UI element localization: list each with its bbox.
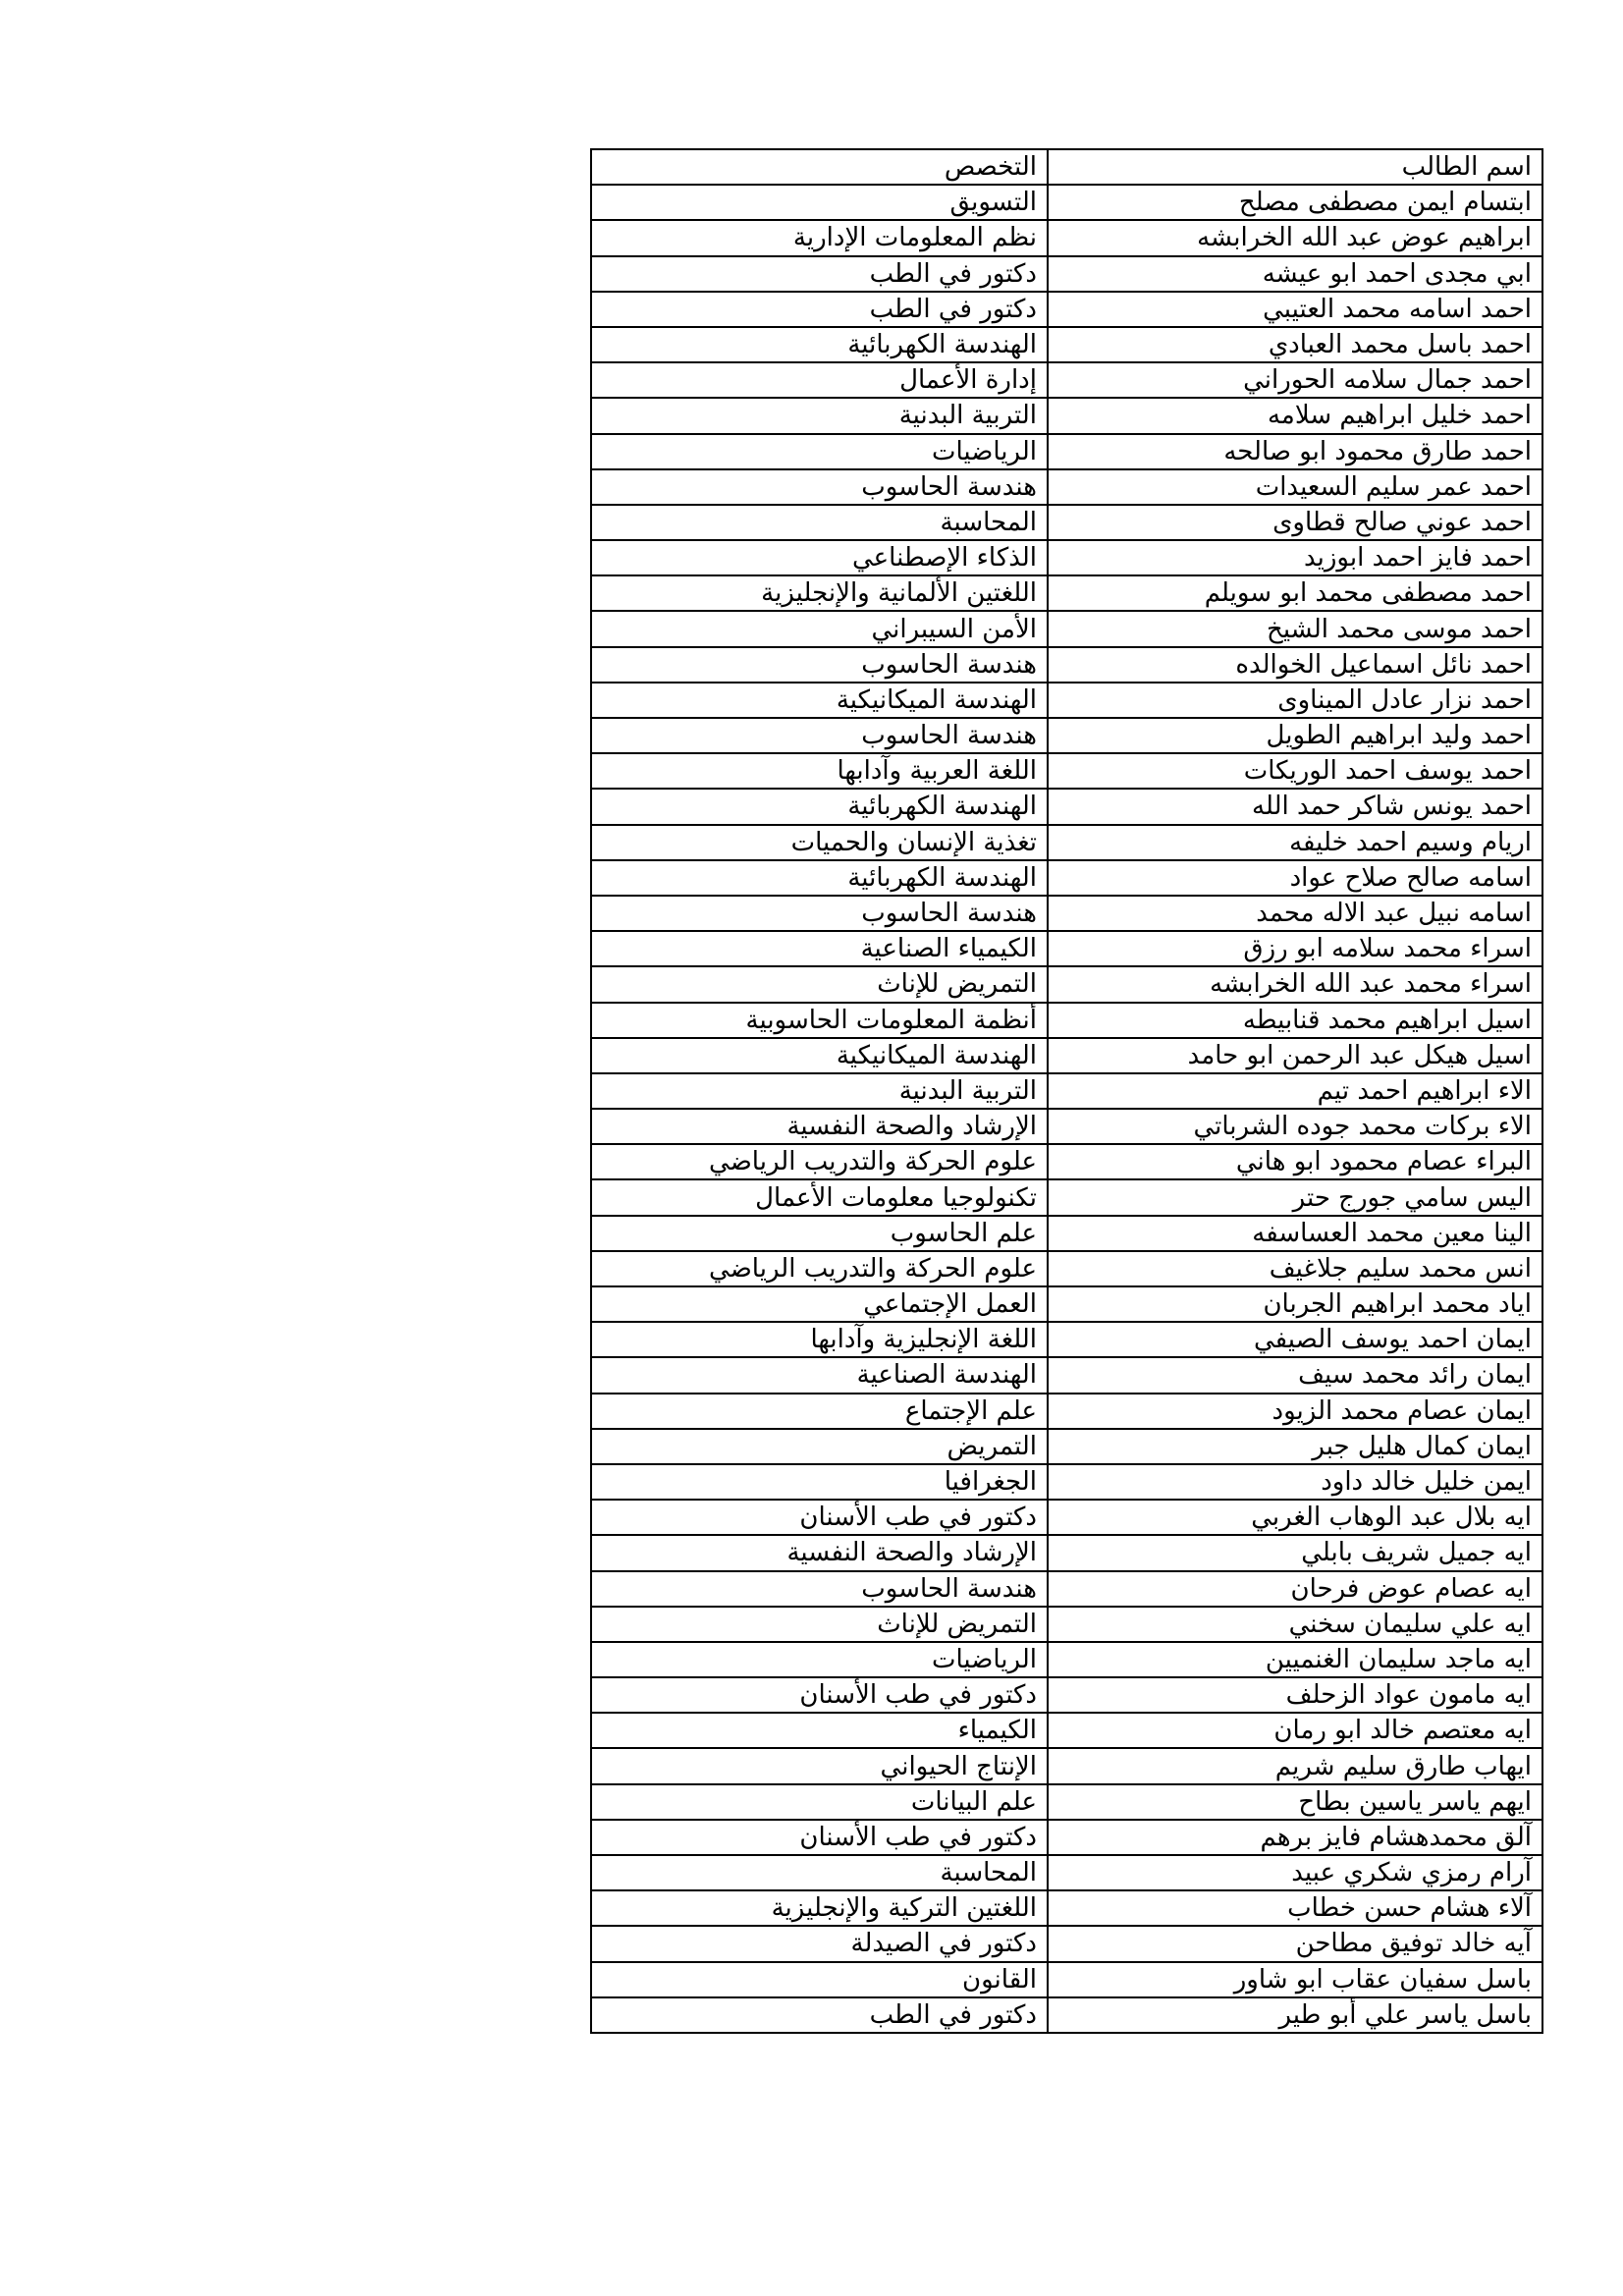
- student-name-cell: الاء ابراهيم احمد تيم: [1048, 1073, 1542, 1109]
- student-major-cell: تكنولوجيا معلومات الأعمال: [591, 1179, 1048, 1215]
- student-name-cell: ايمان كمال هليل جبر: [1048, 1429, 1542, 1464]
- student-name-cell: احمد وليد ابراهيم الطويل: [1048, 718, 1542, 753]
- table-row: [591, 434, 1542, 469]
- student-name-cell: احمد عمر سليم السعيدات: [1048, 469, 1542, 505]
- student-major-cell: التمريض للإناث: [591, 966, 1048, 1002]
- table-row: [591, 1357, 1542, 1393]
- student-major-cell: الهندسة الميكانيكية: [591, 683, 1048, 718]
- student-name-cell: احمد اسامه محمد العتيبي: [1048, 292, 1542, 327]
- student-name-cell: الينا معين محمد العساسفه: [1048, 1216, 1542, 1251]
- student-name-cell: احمد نزار عادل الميناوى: [1048, 683, 1542, 718]
- table-row: [591, 896, 1542, 931]
- table-row: [591, 860, 1542, 896]
- table-row: [591, 1286, 1542, 1322]
- student-name-cell: احمد خليل ابراهيم سلامه: [1048, 398, 1542, 433]
- table-row: [591, 789, 1542, 824]
- table-row: [591, 1073, 1542, 1109]
- table-row: [591, 1926, 1542, 1961]
- student-major-cell: الأمن السيبراني: [591, 611, 1048, 646]
- student-major-cell: دكتور في طب الأسنان: [591, 1820, 1048, 1855]
- student-name-cell: آلاء هشام حسن خطاب: [1048, 1890, 1542, 1926]
- student-major-cell: علم الإجتماع: [591, 1394, 1048, 1429]
- table-row: [591, 966, 1542, 1002]
- student-major-cell: الإرشاد والصحة النفسية: [591, 1535, 1048, 1570]
- table-row: [591, 753, 1542, 789]
- student-major-cell: الجغرافيا: [591, 1464, 1048, 1500]
- student-name-cell: ابتسام ايمن مصطفى مصلح: [1048, 185, 1542, 220]
- table-row: [591, 469, 1542, 505]
- table-row: [591, 575, 1542, 611]
- table-header-row: [591, 149, 1542, 185]
- table-row: [591, 1962, 1542, 1997]
- student-name-cell: احمد يونس شاكر حمد الله: [1048, 789, 1542, 824]
- student-name-cell: باسل سفيان عقاب ابو شاور: [1048, 1962, 1542, 1997]
- table-row: [591, 1890, 1542, 1926]
- student-major-cell: المحاسبة: [591, 505, 1048, 540]
- student-name-cell: اسيل هيكل عبد الرحمن ابو حامد: [1048, 1038, 1542, 1073]
- student-name-cell: انس محمد سليم جلاغيف: [1048, 1251, 1542, 1286]
- student-name-cell: اسراء محمد عبد الله الخرابشه: [1048, 966, 1542, 1002]
- student-name-cell: ايه مامون عواد الزحلف: [1048, 1677, 1542, 1713]
- table-row: [591, 647, 1542, 683]
- student-name-cell: ابراهيم عوض عبد الله الخرابشه: [1048, 220, 1542, 255]
- student-name-cell: احمد جمال سلامه الحوراني: [1048, 362, 1542, 398]
- table-row: [591, 540, 1542, 575]
- student-name-cell: البراء عصام محمود ابو هاني: [1048, 1144, 1542, 1179]
- student-name-cell: ايمن خليل خالد داود: [1048, 1464, 1542, 1500]
- student-name-cell: الاء بركات محمد جوده الشرباتي: [1048, 1109, 1542, 1144]
- student-major-cell: العمل الإجتماعي: [591, 1286, 1048, 1322]
- table-row: [591, 1179, 1542, 1215]
- table-row: [591, 1535, 1542, 1570]
- student-major-cell: الرياضيات: [591, 1642, 1048, 1677]
- student-name-cell: ايهاب طارق سليم شريم: [1048, 1748, 1542, 1783]
- student-table-body: [591, 149, 1542, 2033]
- student-major-cell: الكيمياء الصناعية: [591, 931, 1048, 966]
- student-name-cell: ايه علي سليمان سخني: [1048, 1607, 1542, 1642]
- student-name-cell: ايه عصام عوض فرحان: [1048, 1571, 1542, 1607]
- student-name-cell: آيه خالد توفيق مطاحن: [1048, 1926, 1542, 1961]
- student-major-cell: التمريض: [591, 1429, 1048, 1464]
- student-name-cell: احمد نائل اسماعيل الخوالده: [1048, 647, 1542, 683]
- table-row: [591, 185, 1542, 220]
- student-major-cell: الإنتاج الحيواني: [591, 1748, 1048, 1783]
- student-major-cell: القانون: [591, 1962, 1048, 1997]
- student-name-cell: ايمان رائد محمد سيف: [1048, 1357, 1542, 1393]
- student-major-cell: الهندسة الكهربائية: [591, 327, 1048, 362]
- student-name-cell: اياد محمد ابراهيم الجربان: [1048, 1286, 1542, 1322]
- table-row: [591, 1322, 1542, 1357]
- student-major-cell: دكتور في الطب: [591, 292, 1048, 327]
- student-name-cell: ايهم ياسر ياسين بطاح: [1048, 1784, 1542, 1820]
- student-major-cell: إدارة الأعمال: [591, 362, 1048, 398]
- student-major-cell: التربية البدنية: [591, 1073, 1048, 1109]
- table-row: [591, 1216, 1542, 1251]
- student-major-cell: الرياضيات: [591, 434, 1048, 469]
- table-row: [591, 718, 1542, 753]
- table-row: [591, 1820, 1542, 1855]
- student-major-cell: نظم المعلومات الإدارية: [591, 220, 1048, 255]
- table-row: [591, 1464, 1542, 1500]
- student-major-cell: هندسة الحاسوب: [591, 647, 1048, 683]
- student-major-cell: الكيمياء: [591, 1713, 1048, 1748]
- student-table: [590, 148, 1543, 2034]
- student-name-cell: احمد يوسف احمد الوريكات: [1048, 753, 1542, 789]
- student-major-cell: الهندسة الصناعية: [591, 1357, 1048, 1393]
- table-row: [591, 1394, 1542, 1429]
- table-row: [591, 398, 1542, 433]
- student-name-cell: اسامه نبيل عبد الاله محمد: [1048, 896, 1542, 931]
- student-major-cell: التربية البدنية: [591, 398, 1048, 433]
- student-major-cell: دكتور في الطب: [591, 1997, 1048, 2033]
- table-row: [591, 1677, 1542, 1713]
- table-row: [591, 1109, 1542, 1144]
- table-row: [591, 256, 1542, 292]
- student-name-cell: ايمان عصام محمد الزيود: [1048, 1394, 1542, 1429]
- student-major-cell: دكتور في الطب: [591, 256, 1048, 292]
- student-name-cell: احمد طارق محمود ابو صالحه: [1048, 434, 1542, 469]
- table-row: [591, 1144, 1542, 1179]
- table-row: [591, 1997, 1542, 2033]
- student-major-cell: علوم الحركة والتدريب الرياضي: [591, 1251, 1048, 1286]
- student-name-cell: ابي مجدى احمد ابو عيشه: [1048, 256, 1542, 292]
- student-major-cell: دكتور في الصيدلة: [591, 1926, 1048, 1961]
- student-major-cell: هندسة الحاسوب: [591, 896, 1048, 931]
- table-row: [591, 825, 1542, 860]
- table-row: [591, 292, 1542, 327]
- table-row: [591, 1748, 1542, 1783]
- student-major-cell: الهندسة الميكانيكية: [591, 1038, 1048, 1073]
- table-row: [591, 1855, 1542, 1890]
- table-row: [591, 1713, 1542, 1748]
- student-name-cell: اسيل ابراهيم محمد قنابيطه: [1048, 1003, 1542, 1038]
- student-major-cell: الهندسة الكهربائية: [591, 860, 1048, 896]
- table-row: [591, 683, 1542, 718]
- student-major-cell: علم الحاسوب: [591, 1216, 1048, 1251]
- table-row: [591, 505, 1542, 540]
- student-name-cell: احمد موسى محمد الشيخ: [1048, 611, 1542, 646]
- student-name-cell: اسراء محمد سلامه ابو رزق: [1048, 931, 1542, 966]
- student-major-cell: الإرشاد والصحة النفسية: [591, 1109, 1048, 1144]
- student-name-cell: باسل ياسر علي أبو طير: [1048, 1997, 1542, 2033]
- table-row: [591, 1784, 1542, 1820]
- student-name-cell: ايه بلال عبد الوهاب الغربي: [1048, 1500, 1542, 1535]
- student-major-cell: هندسة الحاسوب: [591, 469, 1048, 505]
- student-major-cell: اللغة العربية وآدابها: [591, 753, 1048, 789]
- table-row: [591, 611, 1542, 646]
- table-row: [591, 931, 1542, 966]
- table-row: [591, 1642, 1542, 1677]
- student-name-cell: احمد عوني صالح قطاوى: [1048, 505, 1542, 540]
- student-major-cell: اللغتين الألمانية والإنجليزية: [591, 575, 1048, 611]
- header-major-cell: التخصص: [591, 149, 1048, 185]
- student-name-cell: اريام وسيم احمد خليفه: [1048, 825, 1542, 860]
- student-major-cell: تغذية الإنسان والحميات: [591, 825, 1048, 860]
- table-row: [591, 1571, 1542, 1607]
- student-name-cell: آرام رمزي شكري عبيد: [1048, 1855, 1542, 1890]
- student-major-cell: المحاسبة: [591, 1855, 1048, 1890]
- table-row: [591, 1038, 1542, 1073]
- student-name-cell: اسامه صالح صلاح عواد: [1048, 860, 1542, 896]
- student-major-cell: علوم الحركة والتدريب الرياضي: [591, 1144, 1048, 1179]
- student-major-cell: هندسة الحاسوب: [591, 718, 1048, 753]
- student-name-cell: ايه جميل شريف بابلي: [1048, 1535, 1542, 1570]
- table-row: [591, 362, 1542, 398]
- student-major-cell: الذكاء الإصطناعي: [591, 540, 1048, 575]
- student-major-cell: دكتور في طب الأسنان: [591, 1677, 1048, 1713]
- student-major-cell: دكتور في طب الأسنان: [591, 1500, 1048, 1535]
- student-major-cell: الهندسة الكهربائية: [591, 789, 1048, 824]
- table-row: [591, 1429, 1542, 1464]
- student-name-cell: احمد فايز احمد ابوزيد: [1048, 540, 1542, 575]
- student-name-cell: ايه معتصم خالد ابو رمان: [1048, 1713, 1542, 1748]
- student-name-cell: آلق محمدهشام فايز برهم: [1048, 1820, 1542, 1855]
- table-row: [591, 220, 1542, 255]
- student-major-cell: علم البيانات: [591, 1784, 1048, 1820]
- table-row: [591, 1003, 1542, 1038]
- student-name-cell: احمد مصطفى محمد ابو سويلم: [1048, 575, 1542, 611]
- table-row: [591, 327, 1542, 362]
- student-major-cell: أنظمة المعلومات الحاسوبية: [591, 1003, 1048, 1038]
- student-major-cell: هندسة الحاسوب: [591, 1571, 1048, 1607]
- table-row: [591, 1500, 1542, 1535]
- student-major-cell: اللغتين التركية والإنجليزية: [591, 1890, 1048, 1926]
- student-name-cell: ايمان احمد يوسف الصيفي: [1048, 1322, 1542, 1357]
- student-name-cell: اليس سامي جورج حتر: [1048, 1179, 1542, 1215]
- student-major-cell: التمريض للإناث: [591, 1607, 1048, 1642]
- student-major-cell: التسويق: [591, 185, 1048, 220]
- header-name-cell: اسم الطالب: [1048, 149, 1542, 185]
- table-row: [591, 1607, 1542, 1642]
- student-major-cell: اللغة الإنجليزية وآدابها: [591, 1322, 1048, 1357]
- table-row: [591, 1251, 1542, 1286]
- student-name-cell: احمد باسل محمد العبادي: [1048, 327, 1542, 362]
- student-name-cell: ايه ماجد سليمان الغنميين: [1048, 1642, 1542, 1677]
